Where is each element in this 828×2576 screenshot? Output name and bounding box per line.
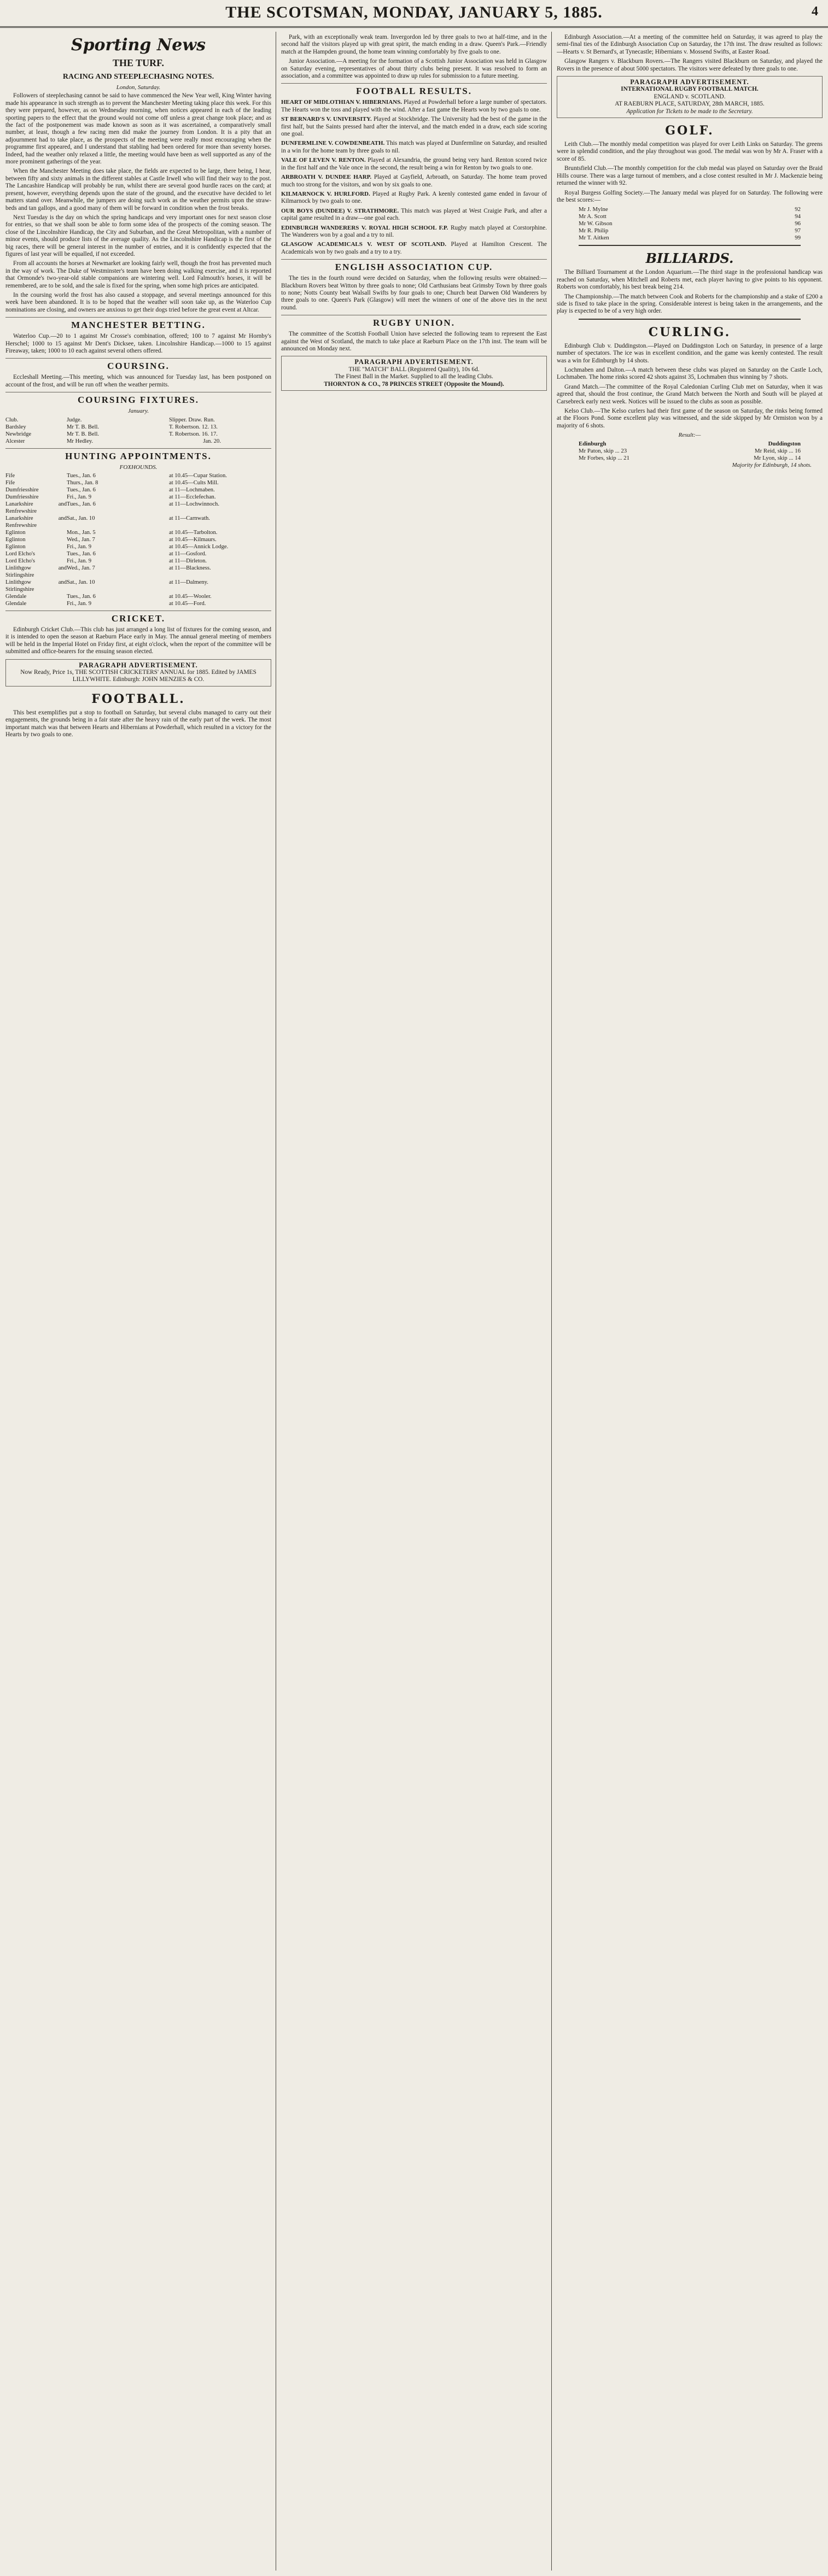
masthead bbox=[0, 0, 828, 28]
hunting-row: Dumfriesshire Fri., Jan. 9 at 11—Ecclefechan. bbox=[5, 494, 216, 501]
ad-line: THORNTON & CO., 78 PRINCES STREET (Opposite the Mound). bbox=[324, 380, 504, 388]
hunting-row: Glendale Tues., Jan. 6 at 10.45—Wooler. bbox=[5, 594, 212, 600]
ad-line: The Finest Ball in the Market. Supplied to all the leading Clubs. bbox=[335, 373, 493, 380]
column-3 bbox=[557, 34, 823, 2569]
curling-majority: Majority for Edinburgh, 14 shots. bbox=[732, 461, 812, 468]
page-number: 4 bbox=[812, 4, 818, 19]
cricket-text: Edinburgh Cricket Club.—This club has just arranged a long list of fixtures for the coming season, and it is intended to open the season at Raeburn Place early in May. The annual general meeting of members will be held in the Imperial Hotel on Friday first, at eight o'clock, when the report of the committee will be submitted and office-bearers for the ensuing season elected. bbox=[5, 626, 271, 655]
hunting-row: Fife Tues., Jan. 6 at 10.45—Cupar Station. bbox=[5, 473, 227, 479]
curling-result-heading: Result:— bbox=[678, 432, 701, 439]
manchester-betting-heading: MANCHESTER BETTING. bbox=[5, 317, 271, 331]
column-rule bbox=[551, 32, 552, 2571]
curling-score-table bbox=[557, 441, 823, 462]
column-2 bbox=[281, 34, 547, 2569]
hunting-row: Eglinton Wed., Jan. 7 at 10.45—Kilmaurs. bbox=[5, 537, 217, 543]
paragraph-advertisement bbox=[5, 659, 271, 686]
golf-score-row: Mr W. Gibson 96 bbox=[579, 220, 801, 227]
racing-paragraph: When the Manchester Meeting does take place, the fields are expected to be large, there being, I hear, between fifty and sixty animals in the different stables at Castle Irwell who will find their way to the post. The Lancashire Handicap will probably be run, whilst there are several good hurdle races on the card; at present, however, everything depends upon the state of the ground, and the executive have decided to let matters stand over. Meanwhile, the jumpers are doing such work as the weather permits upon the straw-beds and tan gallops, and a good many of them will be forward in condition when the frost breaks. bbox=[5, 168, 271, 212]
coursing-heading: COURSING. bbox=[5, 358, 271, 372]
racing-paragraph: Followers of steeplechasing cannot be said to have commenced the New Year well, King Winter having made his appearance in such strength as to prevent the Manchester Meeting taking place this week. For this they were prepared, however, as on Wednesday morning, when notices appeared in each of the leading sporting papers to the effect that the ground would not come off unless a great change took place; and as the fact of the postponement was made known as soon as it was ascertained, a comparatively small number, at least, though a few racing men did make the journey from London. It is a pity that an adjournment had to take place, as the prospects of the meeting were really most encouraging when the programme first appeared, and I understand that stabling had been ordered for more than seventy horses. Indeed, had the weather only relaxed a little, the meeting would have been as well supported as any of the more prominent gatherings of the year. bbox=[5, 92, 271, 166]
hunting-row: Lanarkshire and Renfrewshire Sat., Jan. 10 at 11—Carnwath. bbox=[5, 515, 210, 529]
curling-paragraph: Edinburgh Club v. Duddingston.—Played on Duddingston Loch on Saturday, in presence of a large number of spectators. The ice was in excellent condition, and the game was keenly contested. The result was a win for Edinburgh by 14 shots. bbox=[557, 342, 823, 364]
ad-heading: PARAGRAPH ADVERTISEMENT. bbox=[79, 661, 198, 669]
hunting-row: Lord Elcho's Fri., Jan. 9 at 11—Dirleton. bbox=[5, 558, 207, 565]
golf-paragraph: Leith Club.—The monthly medal competition was played for over Leith Links on Saturday. The greens were in splendid condition, and the play throughout was good. The medal was won by Mr A. Fraser with a score of 85. bbox=[557, 141, 823, 162]
coursing-text: Eccleshall Meeting.—This meeting, which was announced for Tuesday last, has been postponed on account of the frost, and will be run off when the weather permits. bbox=[5, 374, 271, 388]
ad-text: Now Ready, Price 1s, THE SCOTTISH CRICKETERS' ANNUAL for 1885. Edited by JAMES LILLYWHITE. Edinburgh: JOHN MENZIES & CO. bbox=[20, 669, 256, 683]
match-report: GLASGOW ACADEMICALS V. WEST OF SCOTLAND. Played at Hamilton Crescent. The Academicals won by two goals and a try to a try. bbox=[281, 241, 547, 255]
ad-line: ENGLAND v. SCOTLAND. bbox=[654, 93, 726, 100]
curling-paragraph: Kelso Club.—The Kelso curlers had their first game of the season on Saturday, the rinks being formed at the Floors Pond. Some excellent play was witnessed, and the side skipped by Mr Ormiston won by a majority of 6 shots. bbox=[557, 408, 823, 429]
racing-paragraph: In the coursing world the frost has also caused a stoppage, and several meetings announced for this week have been abandoned. It is to be hoped that the weather will soon take up, as the Waterloo Cup nominations are closing, and owners are anxious to get their dogs tried before the great event at Altcar. bbox=[5, 291, 271, 313]
section-divider bbox=[579, 245, 801, 246]
golf-paragraph: Royal Burgess Golfing Society.—The January medal was played for on Saturday. The following were the best scores:— bbox=[557, 189, 823, 203]
hunting-table bbox=[5, 472, 271, 607]
golf-score-row: Mr A. Scott 94 bbox=[579, 213, 801, 220]
ad-heading: PARAGRAPH ADVERTISEMENT. bbox=[630, 78, 749, 86]
football-title: FOOTBALL. bbox=[91, 691, 185, 706]
match-report: ST BERNARD'S V. UNIVERSITY. Played at Stockbridge. The University had the best of the game in the first half, but the Saints pressed hard after the interval, and the match ended in a draw, each side scoring one goal. bbox=[281, 116, 547, 138]
ad-line: Application for Tickets to be made to the Secretary. bbox=[626, 108, 753, 115]
fixtures-row: Newbridge Mr T. B. Bell. T. Robertson. 16. 17. bbox=[5, 431, 218, 437]
billiards-paragraph: The Billiard Tournament at the London Aquarium.—The third stage in the professional handicap was reached on Saturday, when Mitchell and Roberts met, each player having to give points to his opponent. Roberts won comfortably, his best break being 214. bbox=[557, 269, 823, 291]
football-paragraph: Glasgow Rangers v. Blackburn Rovers.—The Rangers visited Blackburn on Saturday, and played the Rovers in the presence of about 5000 spectators. The visitors were defeated by three goals to one. bbox=[557, 58, 823, 72]
billiards-title: BILLIARDS. bbox=[645, 250, 734, 267]
football-paragraph: Edinburgh Association.—At a meeting of the committee held on Saturday, it was agreed to play the semi-final ties of the Edinburgh Association Cup on Saturday, the 17th inst. The draw resulted as follows:—Hearts v. St Bernard's, at Tynecastle; Hibernians v. Mossend Swifts, at Easter Road. bbox=[557, 34, 823, 55]
football-text: This best exemplifies put a stop to football on Saturday, but several clubs managed to carry out their engagements, the grounds being in a fair state after the heavy rain of the early part of the week. The most important match was that between Hearts and Hibernians at Powderhall, which resulted in a victory for the Hearts by two goals to one. bbox=[5, 709, 271, 738]
hunting-row: Linlithgow and Stirlingshire Sat., Jan. 10 at 11—Dalmeny. bbox=[5, 579, 208, 593]
paragraph-advertisement bbox=[281, 356, 547, 391]
hunting-row: Linlithgow and Stirlingshire Wed., Jan. 7 at 11—Blackness. bbox=[5, 565, 211, 579]
paragraph-advertisement bbox=[557, 76, 823, 118]
golf-score-row: Mr J. Mylne 92 bbox=[579, 206, 801, 213]
curling-paragraph: Lochmaben and Dalton.—A match between these clubs was played on Saturday on the Castle Loch, Lochmaben. The home rinks scored 42 shots against 35, Lochmaben thus winning by 7 shots. bbox=[557, 366, 823, 381]
ad-line: AT RAEBURN PLACE, SATURDAY, 28th MARCH, 1885. bbox=[615, 101, 765, 108]
fixtures-row: Alcester Mr Hedley. Jan. 20. bbox=[5, 438, 221, 444]
section-divider bbox=[579, 319, 801, 320]
fixtures-month: January. bbox=[127, 408, 149, 415]
curling-score-row: Mr Forbes, skip ... 21 Mr Lyon, skip ... 14 bbox=[579, 454, 801, 461]
golf-score-row: Mr T. Aitken 99 bbox=[579, 234, 801, 242]
manchester-betting-text: Waterloo Cup.—20 to 1 against Mr Crosse's combination, offered; 100 to 7 against Mr Hornby's Herschel; 1000 to 15 against Mr Dent's Dicksee, taken. Lincolnshire Handicap.—1000 to 15 against Fireaway, taken; 1000 to 10 each against several others offered. bbox=[5, 333, 271, 354]
racing-heading: RACING AND STEEPLECHASING NOTES. bbox=[62, 73, 214, 81]
match-report: KILMARNOCK V. HURLFORD. Played at Rugby Park. A keenly contested game ended in favour of Kilmarnock by two goals to one. bbox=[281, 190, 547, 205]
english-cup-text: The ties in the fourth round were decided on Saturday, when the following results were obtained:—Blackburn Rovers beat Witton by three goals to none; Old Carthusians beat Grimsby Town by three goals to none; Notts County beat Walsall Swifts by four goals to one; Church beat Darwen Old Wanderers by three goals to one. Queen's Park (Glasgow) will meet the winners of one of the above ties in the next round. bbox=[281, 275, 547, 311]
ad-line: INTERNATIONAL RUGBY FOOTBALL MATCH. bbox=[621, 86, 759, 93]
football-results-heading: FOOTBALL RESULTS. bbox=[281, 83, 547, 97]
football-paragraph: Junior Association.—A meeting for the formation of a Scottish Junior Association was held in Glasgow on Saturday evening, representatives of about thirty clubs being present. It was resolved to form an association, and a committee was appointed to draw up rules for submission to a future meeting. bbox=[281, 58, 547, 80]
golf-title: GOLF. bbox=[665, 124, 714, 138]
match-report: OUR BOYS (DUNDEE) V. STRATHMORE. This match was played at West Craigie Park, and after a capital game resulted in a draw—one goal each. bbox=[281, 207, 547, 222]
match-report: EDINBURGH WANDERERS V. ROYAL HIGH SCHOOL F.P. Rugby match played at Corstorphine. The Wanderers won by a goal and a try to nil. bbox=[281, 224, 547, 238]
hunting-row: Fife Thurs., Jan. 8 at 10.45—Cults Mill. bbox=[5, 480, 219, 486]
hunting-row: Lord Elcho's Tues., Jan. 6 at 11—Gosford. bbox=[5, 551, 207, 558]
golf-paragraph: Bruntsfield Club.—The monthly competition for the club medal was played on Saturday over the Braid Hills course. There was a large turnout of members, and a close contest resulted in Mr J. Mackenzie being returned the winner with 92. bbox=[557, 165, 823, 187]
golf-score-row: Mr R. Philip 97 bbox=[579, 227, 801, 234]
racing-paragraph: From all accounts the horses at Newmarket are looking fairly well, though the frost has prevented much in the way of work. The Duke of Westminster's team have been doing walking exercise, and it is reported that Ormonde's two-year-old stable companions are wintering well. Lord Falmouth's horses, it will be remembered, are to be sold, and the sale is fixed for the spring, when some high prices are anticipated. bbox=[5, 260, 271, 289]
ad-heading: PARAGRAPH ADVERTISEMENT. bbox=[354, 358, 474, 366]
billiards-paragraph: The Championship.—The match between Cook and Roberts for the championship and a stake of £200 a side is fixed to take place in the spring. Considerable interest is being taken in the arrangements, and the play is expected to be of a very high order. bbox=[557, 293, 823, 315]
turf-heading: THE TURF. bbox=[112, 57, 165, 68]
golf-score-table bbox=[557, 206, 823, 242]
coursing-fixtures-heading: COURSING FIXTURES. bbox=[5, 392, 271, 406]
hunting-row: Dumfriesshire Tues., Jan. 6 at 11—Lochmaben. bbox=[5, 487, 215, 494]
hunting-heading: HUNTING APPOINTMENTS. bbox=[5, 448, 271, 462]
curling-paragraph: Grand Match.—The committee of the Royal Caledonian Curling Club met on Saturday, when it was agreed that, should the frost continue, the Grand Match between the North and South will be played at Carsebreck early next week. Notices will be issued to the clubs as soon as possible. bbox=[557, 383, 823, 405]
ad-line: THE "MATCH" BALL (Registered Quality), 10s 6d. bbox=[348, 366, 480, 373]
hunting-row: Glendale Fri., Jan. 9 at 10.45—Ford. bbox=[5, 601, 206, 607]
football-paragraph: Park, with an exceptionally weak team. Invergordon led by three goals to two at half-time, and in the second half the visitors played up with great spirit, the match ending in a draw. Queen's Park.—Friendly match at the Hampden ground, the home team winning comfortably by five goals to one. bbox=[281, 34, 547, 55]
rugby-heading: RUGBY UNION. bbox=[281, 315, 547, 328]
fixtures-table bbox=[5, 416, 271, 445]
racing-dateline: London, Saturday. bbox=[116, 84, 161, 91]
hunting-row: Eglinton Mon., Jan. 5 at 10.45—Tarbolton. bbox=[5, 530, 218, 536]
match-report: HEART OF MIDLOTHIAN V. HIBERNIANS. Played at Powderhall before a large number of spectators. The Hearts won the toss and played with the wind. After a fast game the Hearts won by two goals to one. bbox=[281, 99, 547, 113]
curling-score-row: Edinburgh Duddingston bbox=[579, 440, 801, 447]
date-line: THE SCOTSMAN, MONDAY, JANUARY 5, 1885. bbox=[225, 3, 603, 21]
hunting-row: Eglinton Fri., Jan. 9 at 10.45—Annick Lodge. bbox=[5, 544, 229, 550]
hunting-row: Lanarkshire and Renfrewshire Tues., Jan. 6 at 11—Lochwinnoch. bbox=[5, 501, 219, 515]
curling-title: CURLING. bbox=[648, 325, 731, 339]
english-cup-heading: ENGLISH ASSOCIATION CUP. bbox=[281, 259, 547, 273]
match-report: DUNFERMLINE V. COWDENBEATH. This match was played at Dunfermline on Saturday, and resulted in a win for the home team by three goals to nil. bbox=[281, 140, 547, 154]
fixtures-row: Club. Judge. Slipper. Draw. Run. bbox=[5, 416, 215, 423]
sporting-news-title: Sporting News bbox=[71, 36, 206, 55]
column-1 bbox=[5, 34, 271, 2569]
rugby-text: The committee of the Scottish Football Union have selected the following team to represent the East against the West of Scotland, the match to take place at Raeburn Place on the 17th inst. The team will be announced on Monday next. bbox=[281, 331, 547, 352]
curling-score-row: Mr Paton, skip ... 23 Mr Reid, skip ... 16 bbox=[579, 447, 801, 454]
match-report: VALE OF LEVEN V. RENTON. Played at Alexandria, the ground being very hard. Renton scored twice in the first half and the Vale once in the second, the result being a win for Renton by two goals to one. bbox=[281, 157, 547, 171]
racing-paragraph: Next Tuesday is the day on which the spring handicaps and very important ones for next season close for entries, so that we shall soon be able to form some idea of the prospects of the coming season. The close of the Lincolnshire Handicap, the City and Suburban, and the Great Metropolitan, with a number of minor events, should produce lists of the average quality. As the Lincolnshire Handicap is the first of the big races, there will be general interest in the number of entries, and it is confidently expected that the figures of last year will be equalled, if not exceeded. bbox=[5, 214, 271, 257]
hunting-subheading: FOXHOUNDS. bbox=[119, 463, 158, 471]
fixtures-row: Bardsley Mr T. B. Bell. T. Robertson. 12. 13. bbox=[5, 424, 218, 430]
match-report: ARBROATH V. DUNDEE HARP. Played at Gayfield, Arbroath, on Saturday. The home team proved much too strong for the visitors, and won by six goals to one. bbox=[281, 174, 547, 188]
cricket-heading: CRICKET. bbox=[5, 611, 271, 624]
